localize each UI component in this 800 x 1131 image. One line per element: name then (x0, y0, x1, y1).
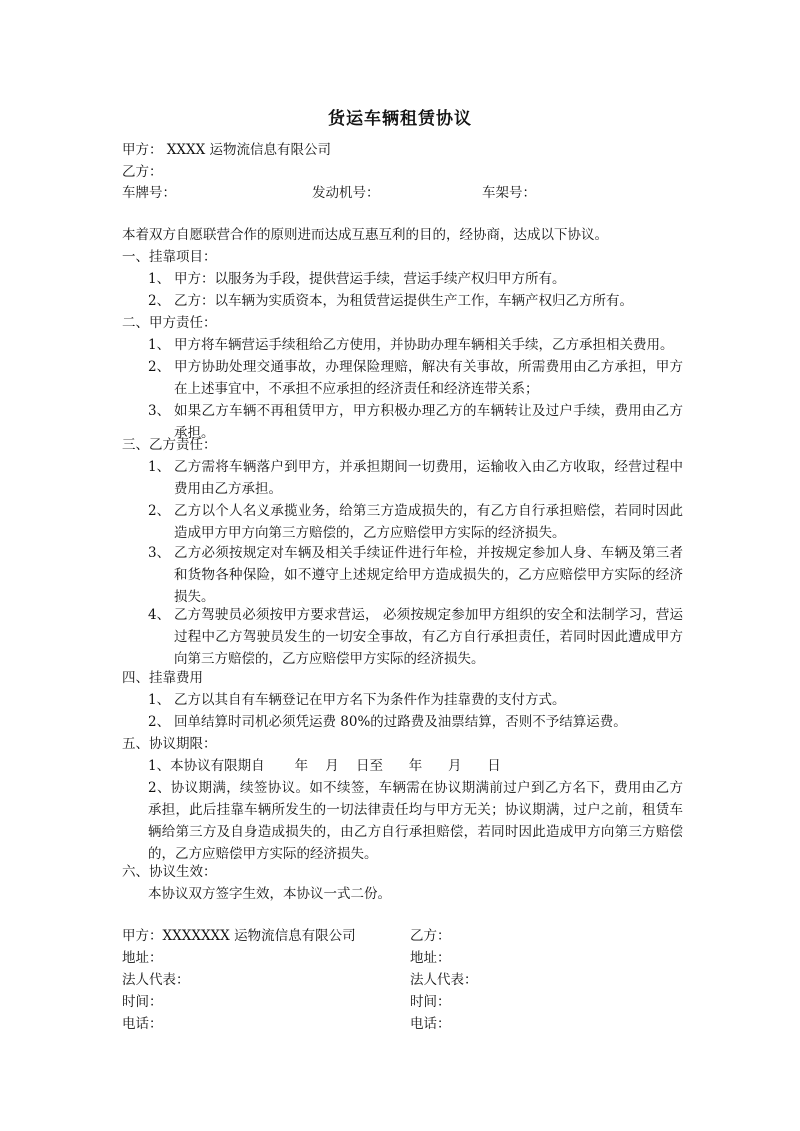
item-text: 甲方协助处理交通事故，办理保险理赔，解决有关事故，所需费用由乙方承担，甲方在上述事宜中，不承担不应承担的经济责任和经济连带关系； (174, 359, 683, 397)
item-number: 2、 (148, 359, 171, 375)
item-text: 乙方需将车辆落户到甲方，并承担期间一切费用，运输收入由乙方收取，经营过程中费用由乙方承担。 (174, 459, 683, 497)
renewal-paragraph: 2、协议期满，续签协议。如不续签，车辆需在协议期满前过户到乙方名下，费用由乙方承担，此后挂靠车辆所发生的一切法律责任均与甲方无关；协议期满，过户之前，租赁车辆给第三方及自身造成损失的，由乙方自行承担赔偿，若同时因此造成甲方向第三方赔偿的，乙方应赔偿甲方实际的经济损失。 (148, 780, 683, 862)
sign-right-address: 地址： (410, 950, 451, 966)
party-a-line: 甲方： XXXX 运物流信息有限公司 (122, 142, 332, 158)
effective-text: 本协议双方签字生效，本协议一式二份。 (148, 886, 391, 902)
list-item (148, 542, 683, 608)
vehicle-info-row (122, 182, 682, 204)
list-item (148, 268, 683, 290)
item-text: 回单结算时司机必须凭运费 80%的过路费及油票结算，否则不予结算运费。 (174, 714, 627, 730)
sign-right-time: 时间： (410, 994, 451, 1010)
list-item (148, 711, 683, 733)
list-item (148, 689, 683, 711)
sign-right-party-b: 乙方： (410, 928, 451, 944)
item-text: 乙方必须按规定对车辆及相关手续证件进行年检，并按规定参加人身、车辆及第三者和货物各种保险，如不遵守上述规定给甲方造成损失的，乙方应赔偿甲方实际的经济损失。 (174, 545, 683, 605)
section-6-heading: 六、协议生效： (122, 864, 217, 880)
item-text: 乙方驾驶员必须按甲方要求营运， 必须按规定参加甲方组织的安全和法制学习，营运过程中乙方驾驶员发生的一切安全事故，有乙方自行承担责任，若同时因此遭成甲方向第三方赔偿的，乙方应赔偿甲方实际的经济损失。 (174, 607, 683, 667)
party-b-line: 乙方： (122, 164, 163, 180)
sign-left-address: 地址： (122, 950, 163, 966)
document-title: 货运车辆租赁协议 (328, 109, 472, 129)
item-number: 2、 (148, 503, 171, 519)
item-text: 乙方：以车辆为实质资本，为租赁营运提供生产工作，车辆产权归乙方所有。 (174, 293, 633, 309)
sign-left-phone: 电话： (122, 1016, 163, 1032)
item-number: 1、 (148, 692, 171, 708)
item-number: 4、 (148, 607, 171, 623)
item-number: 1、 (148, 271, 171, 287)
list-item (148, 334, 683, 356)
sign-left-party-a: 甲方：XXXXXXX 运物流信息有限公司 (122, 928, 356, 944)
list-item (148, 290, 683, 312)
item-text: 甲方：以服务为手段，提供营运手续，营运手续产权归甲方所有。 (174, 271, 566, 287)
item-number: 1、 (148, 459, 171, 475)
item-number: 3、 (148, 545, 171, 561)
item-text: 乙方以个人名义承揽业务，给第三方造成损失的，有乙方自行承担赔偿，若同时因此造成甲方甲方向第三方赔偿的，乙方应赔偿甲方实际的经济损失。 (174, 503, 683, 541)
engine-label: 发动机号： (312, 185, 380, 201)
term-period-line: 1、本协议有限期自 年 月 日至 年 月 日 (148, 758, 501, 774)
item-text: 乙方以其自有车辆登记在甲方名下为条件作为挂靠费的支付方式。 (174, 692, 566, 708)
section-4-heading: 四、挂靠费用 (122, 670, 203, 686)
section-2-heading: 二、甲方责任： (122, 315, 217, 331)
frame-label: 车架号： (482, 185, 536, 201)
sign-right-representative: 法人代表： (410, 972, 478, 988)
list-item (148, 456, 683, 500)
list-item (148, 356, 683, 400)
section-3-heading: 三、乙方责任： (122, 437, 217, 453)
section-5-heading: 五、协议期限： (122, 736, 217, 752)
list-item (148, 400, 683, 444)
list-item (148, 604, 683, 670)
item-number: 1、 (148, 337, 171, 353)
item-number: 2、 (148, 714, 171, 730)
plate-label: 车牌号： (122, 185, 176, 201)
sign-right-phone: 电话： (410, 1016, 451, 1032)
sign-left-representative: 法人代表： (122, 972, 190, 988)
list-item (148, 500, 683, 544)
item-text: 如果乙方车辆不再租赁甲方，甲方积极办理乙方的车辆转让及过户手续，费用由乙方承担。 (174, 403, 683, 441)
sign-left-time: 时间： (122, 994, 163, 1010)
item-number: 3、 (148, 403, 171, 419)
item-number: 2、 (148, 293, 171, 309)
intro-paragraph: 本着双方自愿联营合作的原则进而达成互惠互利的目的，经协商，达成以下协议。 (122, 227, 608, 243)
section-1-heading: 一、挂靠项目： (122, 249, 217, 265)
item-text: 甲方将车辆营运手续租给乙方使用，并协助办理车辆相关手续，乙方承担相关费用。 (174, 337, 674, 353)
